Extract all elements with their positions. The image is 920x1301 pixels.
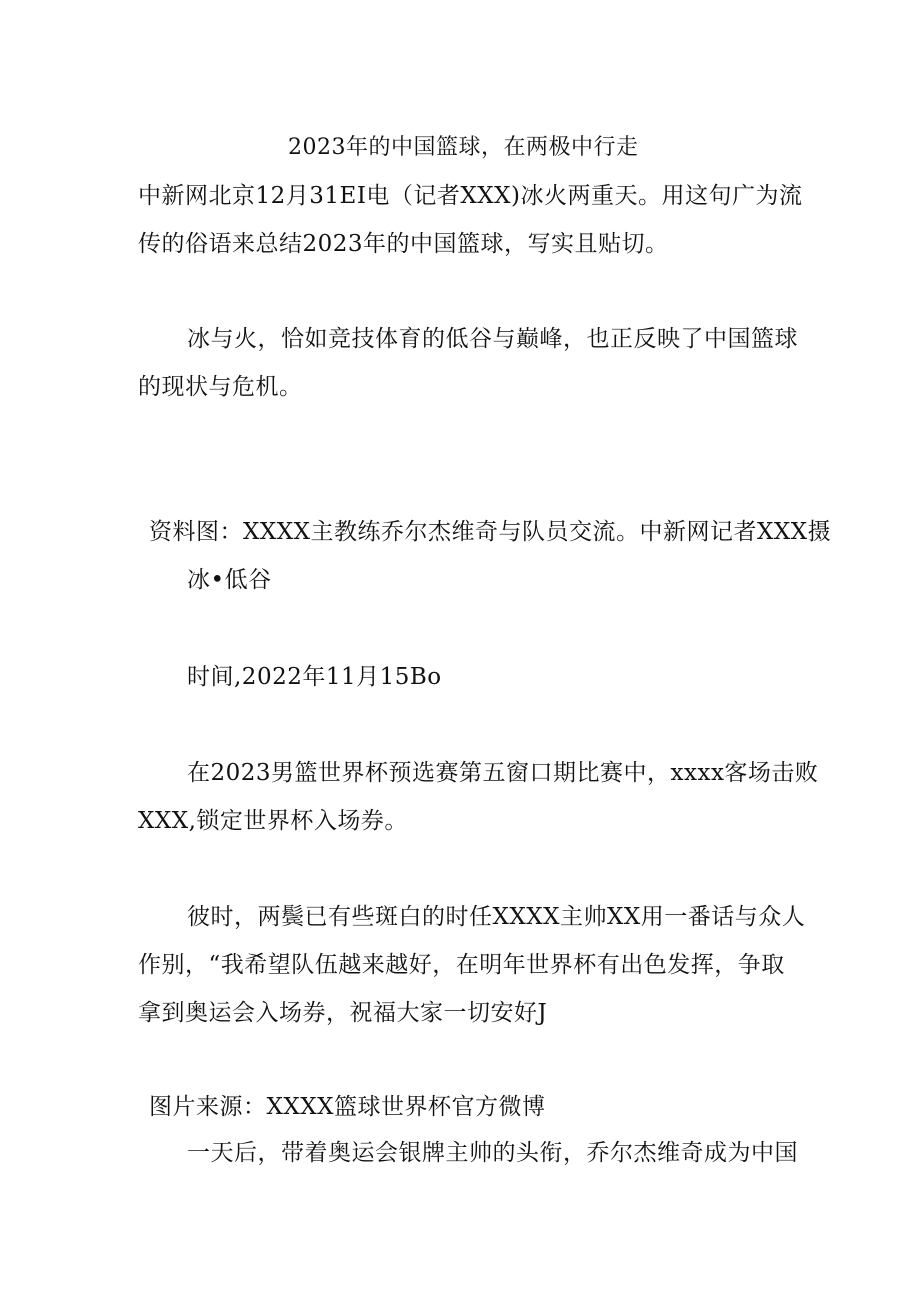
paragraph-line: 作别，“我希望队伍越来越好，在明年世界杯有出色发挥，争取: [138, 952, 785, 978]
paragraph-line: 拿到奥运会入场券，祝福大家一切安好J: [138, 1000, 548, 1026]
image-caption: 资料图：XXXX主教练乔尔杰维奇与队员交流。中新网记者XXX摄: [149, 519, 832, 545]
paragraph-line: 的现状与危机。: [138, 374, 303, 400]
image-source-caption: 图片来源：XXXX篮球世界杯官方微博: [149, 1094, 546, 1120]
paragraph-line: 在2023男篮世界杯预选赛第五窗口期比赛中，xxxx客场击败: [187, 760, 819, 786]
paragraph-line: 彼时，两鬓已有些斑白的时任XXXX主帅XX用一番话与众人: [187, 904, 806, 930]
paragraph-line: 时间,2022年11月15Bo: [187, 664, 442, 690]
section-heading: 冰•低谷: [187, 567, 272, 593]
paragraph-line: XXX,锁定世界杯入场券。: [138, 808, 408, 834]
paragraph-line: 传的俗语来总结2023年的中国篮球，写实且贴切。: [138, 231, 669, 257]
paragraph-line: 中新网北京12月31EI电（记者XXX)冰火两重天。用这句广为流: [138, 183, 803, 209]
paragraph-line: 冰与火，恰如竞技体育的低谷与巅峰，也正反映了中国篮球: [187, 326, 798, 352]
paragraph-line: 一天后，带着奥运会银牌主帅的头衔，乔尔杰维奇成为中国: [187, 1140, 798, 1166]
document-title: 2023年的中国篮球，在两极中行走: [288, 135, 639, 160]
